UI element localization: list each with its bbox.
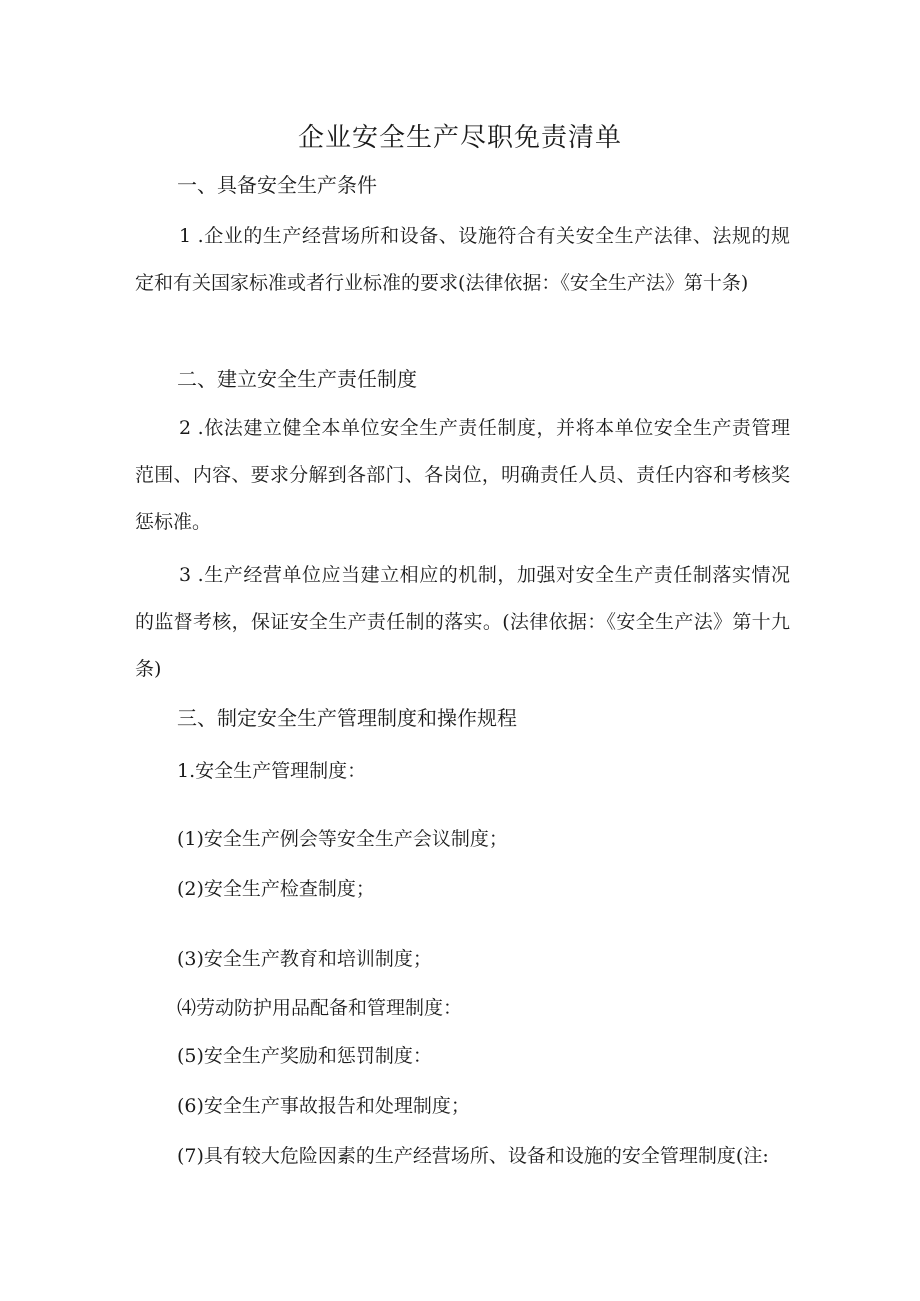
section-1-paragraph-1: 1 .企业的生产经营场所和设备、设施符合有关安全生产法律、法规的规定和有关国家标准或者行业标准的要求(法律依据：《安全生产法》第十条) [135,225,790,294]
list-item: ⑷劳动防护用品配备和管理制度： [177,997,463,1019]
document-title: 企业安全生产尽职免责清单 [297,123,622,153]
list-item: (6)安全生产事故报告和处理制度； [177,1095,470,1117]
list-item: (3)安全生产教育和培训制度； [177,948,432,970]
section-2-heading: 二、建立安全生产责任制度 [177,367,417,391]
section-3-heading: 三、制定安全生产管理制度和操作规程 [177,706,517,730]
section-2-paragraph-2: 3 .生产经营单位应当建立相应的机制，加强对安全生产责任制落实情况的监督考核，保证安全生产责任制的落实。(法律依据：《安全生产法》第十九条) [135,564,790,680]
section-1-heading: 一、具备安全生产条件 [177,173,377,197]
section-3-subheading: 1.安全生产管理制度： [177,760,367,782]
section-2-paragraph-1: 2 .依法建立健全本单位安全生产责任制度，并将本单位安全生产责管理范围、内容、要求分解到各部门、各岗位，明确责任人员、责任内容和考核奖惩标准。 [135,417,790,533]
list-item: (7)具有较大危险因素的生产经营场所、设备和设施的安全管理制度(注: [177,1145,769,1167]
list-item: (5)安全生产奖励和惩罚制度： [177,1045,432,1067]
list-item: (1)安全生产例会等安全生产会议制度； [177,828,508,850]
list-item: (2)安全生产检查制度； [177,878,375,900]
